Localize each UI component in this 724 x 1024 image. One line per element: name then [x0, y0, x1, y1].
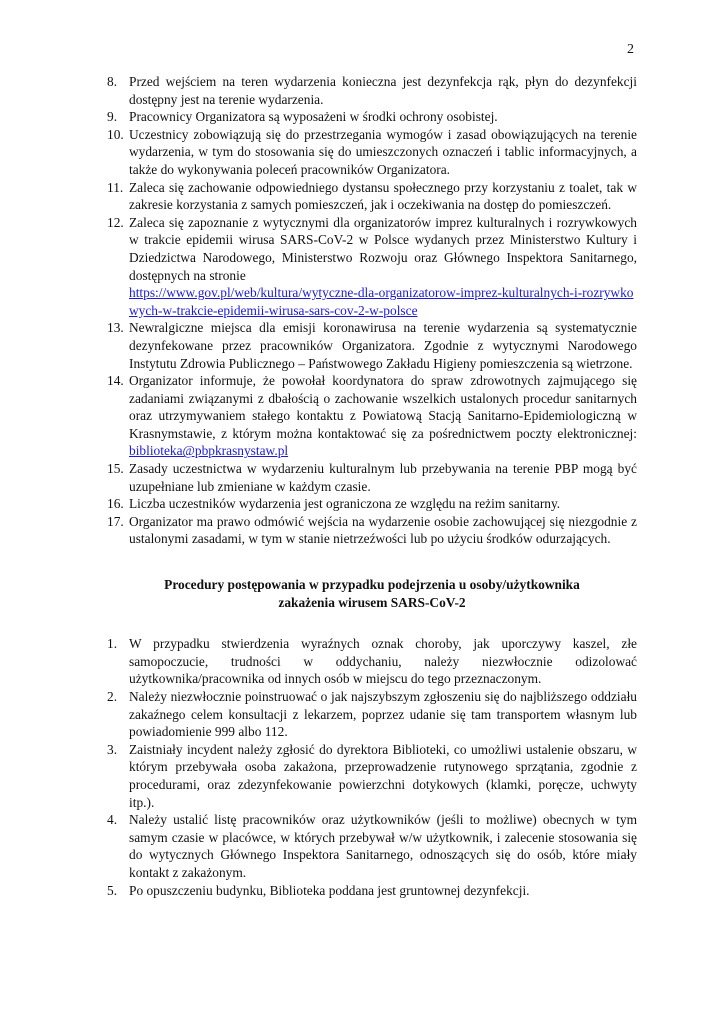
list-item	[107, 372, 637, 460]
item-text: Należy niezwłocznie poinstruować o jak najszybszym zgłoszeniu się do najbliższego oddziału zakaźnego celem konsultacji z lekarzem, poprzez udanie się tam transportem własnym lub powiadomienie 999 albo 112.	[129, 689, 637, 740]
item-text: Należy ustalić listę pracowników oraz użytkowników (jeśli to możliwe) obecnych w tym samym czasie w placówce, w których przebywał w/w użytkownik, i zalecenie stosowania się do wytycznych Głównego Inspektora Sanitarnego, odnoszących się do osób, które miały kontakt z zakażonym.	[129, 812, 637, 880]
list-item	[107, 811, 637, 881]
item-text: Organizator informuje, że powołał koordynatora do spraw zdrowotnych zajmującego się zadaniami związanymi z dbałością o zachowanie wszelkich ustalonych procedur sanitarnych oraz utrzymywaniem stałego kontaktu z Powiatową Stacją Sanitarno-Epidemiologiczną w Krasnymstawie, z którym można kontaktować się za pośrednictwem poczty elektronicznej:	[129, 373, 637, 441]
list-item	[107, 495, 637, 513]
item-text: Przed wejściem na teren wydarzenia konieczna jest dezynfekcja rąk, płyn do dezynfekcji dostępny jest na terenie wydarzenia.	[129, 74, 637, 107]
list-item	[107, 108, 637, 126]
item-number: 2.	[107, 689, 118, 704]
item-text: Newralgiczne miejsca dla emisji koronawirusa na terenie wydarzenia są systematycznie dezynfekowane przez pracowników Organizatora. Zgodnie z wytycznymi Narodowego Instytutu Zdrowia Publicznego – Państwowego Zakładu Higieny pomieszczenia są wietrzone.	[129, 320, 637, 371]
list-item	[107, 179, 637, 214]
heading-line: zakażenia wirusem SARS-CoV-2	[278, 594, 466, 610]
item-number: 3.	[107, 741, 118, 757]
item-text: Po opuszczeniu budynku, Biblioteka poddana jest gruntownej dezynfekcji.	[129, 882, 530, 898]
item-text: Liczba uczestników wydarzenia jest ograniczona ze względu na reżim sanitarny.	[129, 496, 561, 512]
procedures-list	[107, 635, 637, 899]
email-link[interactable]: biblioteka@pbpkrasnystaw.pl	[129, 443, 289, 459]
item-number: 4.	[107, 812, 118, 828]
item-number: 11.	[107, 179, 124, 195]
list-item	[107, 214, 637, 320]
item-number: 17.	[107, 513, 124, 529]
item-text: Organizator ma prawo odmówić wejścia na wydarzenie osobie zachowującej się niezgodnie z ustalonymi zasadami, w tym w stanie nietrzeźwości lub po użyciu środków odurzających.	[129, 513, 637, 547]
item-number: 12.	[107, 214, 124, 230]
list-item	[107, 635, 637, 688]
item-text: Zasady uczestnictwa w wydarzeniu kulturalnym lub przebywania na terenie PBP mogą być uzupełniane lub zmieniane w każdym czasie.	[129, 461, 637, 494]
item-number: 14.	[107, 373, 124, 389]
list-item	[107, 741, 637, 811]
item-number: 8.	[107, 74, 118, 89]
item-number: 16.	[107, 496, 124, 512]
item-number: 5.	[107, 882, 118, 898]
list-item	[107, 513, 637, 548]
item-text: W przypadku stwierdzenia wyraźnych oznak choroby, jak uporczywy kaszel, złe samopoczucie, trudności w oddychaniu, należy niezwłocznie odizolować użytkownika/pracownika od innych osób w miejscu do tego przeznaczonym.	[129, 636, 637, 687]
item-number: 10.	[107, 126, 124, 142]
heading-line: Procedury postępowania w przypadku podejrzenia u osoby/użytkownika	[164, 577, 580, 593]
item-number: 1.	[107, 636, 118, 652]
item-text: Zaleca się zapoznanie z wytycznymi dla organizatorów imprez kulturalnych i rozrywkowych w trakcie epidemii wirusa SARS-CoV-2 w Polsce wydanych przez Ministerstwo Kultury i Dziedzictwa Narodowego, Ministerstwo Rozwoju oraz Głównego Inspektora Sanitarnego, dostępnych na stronie	[129, 214, 637, 283]
list-item	[107, 460, 637, 495]
list-item	[107, 319, 637, 372]
list-item	[107, 688, 637, 741]
guidelines-link[interactable]: https://www.gov.pl/web/kultura/wytyczne-dla-organizatorow-imprez-kulturalnych-i-rozrywkowych-w-trakcie-epidemii-wirusa-sars-cov-2-w-polsce	[129, 285, 634, 318]
item-number: 15.	[107, 461, 124, 477]
list-item	[107, 73, 637, 108]
item-text: Pracownicy Organizatora są wyposażeni w środki ochrony osobistej.	[129, 109, 498, 125]
item-text: Uczestnicy zobowiązują się do przestrzegania wymogów i zasad obowiązujących na terenie wydarzenia, w tym do stosowania się do umieszczonych oznaczeń i tablic informacyjnych, a także do wykonywania poleceń pracowników Organizatora.	[129, 126, 637, 177]
section-heading	[107, 576, 637, 611]
item-text: Zaleca się zachowanie odpowiedniego dystansu społecznego przy korzystaniu z toalet, tak w zakresie korzystania z samych pomieszczeń, jak i oczekiwania na dostęp do pomieszczeń.	[129, 179, 637, 213]
item-text: Zaistniały incydent należy zgłosić do dyrektora Biblioteki, co umożliwi ustalenie obszaru, w którym przebywała osoba zakażona, przeprowadzenie rutynowego sprzątania, zgodnie z procedurami, oraz zdezynfekowanie powierzchni dotykowych (klamki, poręcze, uchwyty itp.).	[129, 741, 637, 810]
list-item	[107, 126, 637, 179]
list-item	[107, 882, 637, 900]
item-number: 9.	[107, 109, 118, 125]
item-number: 13.	[107, 320, 124, 336]
rules-list	[107, 73, 637, 548]
document-body	[107, 73, 637, 899]
page-number: 2	[627, 42, 634, 57]
